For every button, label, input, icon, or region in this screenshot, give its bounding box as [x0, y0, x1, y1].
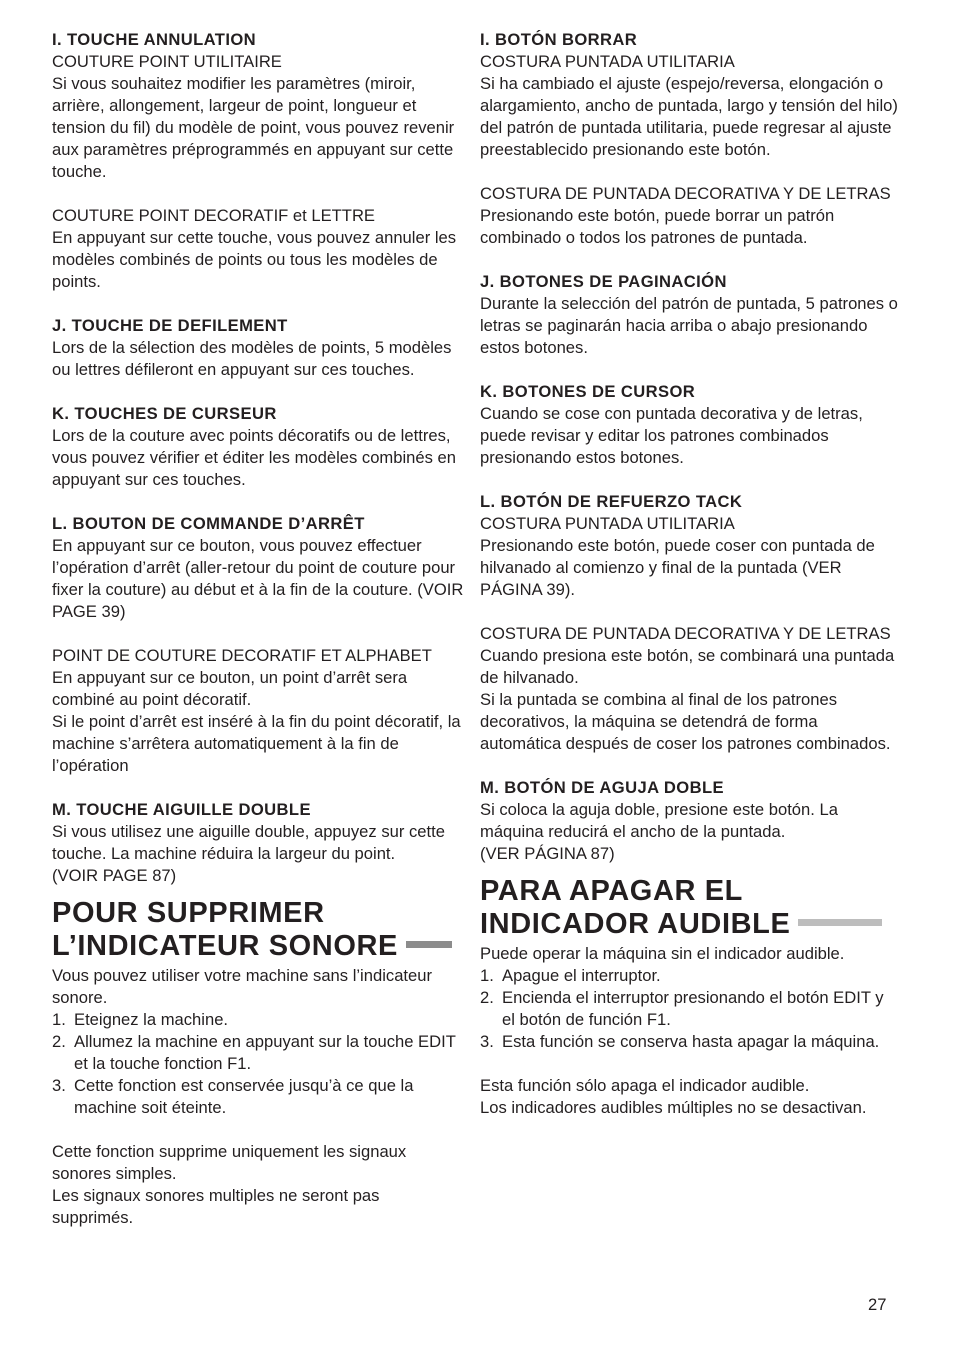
section-k-es	[480, 381, 900, 469]
page-reference: (VOIR PAGE 87)	[52, 866, 177, 885]
subheading: COUTURE POINT UTILITAIRE	[52, 52, 282, 71]
heading-aguja-doble: M. BOTÓN DE AGUJA DOBLE	[480, 778, 724, 797]
note-paragraph: Cette fonction supprime uniquement les signaux sonores simples.	[52, 1142, 407, 1183]
paragraph: Lors de la couture avec points décoratifs ou de lettres, vous pouvez vérifier et éditer les modèles combinés en appuyant sur ces touches.	[52, 426, 456, 489]
step-number: 2.	[52, 1032, 66, 1051]
intro-paragraph: Vous pouvez utiliser votre machine sans l’indicateur sonore.	[52, 966, 433, 1007]
section-i-fr-decoratif	[52, 205, 464, 293]
spanish-column	[480, 29, 900, 1119]
step-text: Eteignez la machine.	[74, 1010, 229, 1029]
section-l-fr-decoratif	[52, 645, 464, 777]
section-m-fr	[52, 799, 464, 887]
title-line-1: POUR SUPPRIMER	[52, 897, 325, 929]
steps-list-fr	[52, 1009, 464, 1119]
subheading: COSTURA PUNTADA UTILITARIA	[480, 514, 735, 533]
title-line-1: PARA APAGAR EL	[480, 875, 743, 907]
heading-botones-cursor: K. BOTONES DE CURSOR	[480, 382, 696, 401]
title-line-2	[52, 930, 464, 963]
note-paragraph: Les signaux sonores multiples ne seront pas supprimés.	[52, 1186, 380, 1227]
heading-bouton-arret: L. BOUTON DE COMMANDE D’ARRÊT	[52, 514, 365, 533]
subheading: POINT DE COUTURE DECORATIF ET ALPHABET	[52, 646, 432, 665]
heading-touche-annulation: I. TOUCHE ANNULATION	[52, 30, 257, 49]
section-l-es-decorativa	[480, 623, 900, 755]
section-l-es	[480, 491, 900, 601]
step-number: 3.	[52, 1076, 66, 1095]
heading-aiguille-double: M. TOUCHE AIGUILLE DOUBLE	[52, 800, 311, 819]
paragraph: Si ha cambiado el ajuste (espejo/reversa, elongación o alargamiento, ancho de puntada, largo y tensión del hilo) del patrón de puntada utilitaria, puede regresar al ajuste preestablecido presionando este botón.	[480, 74, 898, 159]
paragraph: En appuyant sur ce bouton, un point d’arrêt sera combiné au point décoratif.	[52, 668, 408, 709]
title-line-2-text: INDICADOR AUDIBLE	[480, 908, 791, 940]
step-text: Apague el interruptor.	[502, 966, 661, 985]
paragraph: Si la puntada se combina al final de los patrones decorativos, la máquina se detendrá de forma automática después de coser los patrones combinados.	[480, 690, 891, 753]
step-number: 1.	[52, 1010, 66, 1029]
step-text: Esta función se conserva hasta apagar la máquina.	[502, 1032, 880, 1051]
steps-list-es	[480, 965, 900, 1053]
heading-botones-paginacion: J. BOTONES DE PAGINACIÓN	[480, 272, 727, 291]
paragraph: Durante la selección del patrón de puntada, 5 patrones o letras se paginarán hacia arriba o abajo presionando estos botones.	[480, 294, 898, 357]
paragraph: Lors de la sélection des modèles de points, 5 modèles ou lettres défileront en appuyant sur ces touches.	[52, 338, 452, 379]
list-item	[52, 1009, 464, 1031]
french-column	[52, 29, 464, 1229]
note-paragraph: Esta función sólo apaga el indicador audible.	[480, 1076, 810, 1095]
paragraph: Si vous utilisez une aiguille double, appuyez sur cette touche. La machine réduira la largeur du point.	[52, 822, 445, 863]
paragraph: Presionando este botón, puede coser con puntada de hilvanado al comienzo y final de la puntada (VER PÁGINA 39).	[480, 536, 875, 599]
section-title-fr	[52, 897, 464, 963]
title-rule	[798, 919, 882, 926]
intro-paragraph: Puede operar la máquina sin el indicador audible.	[480, 944, 845, 963]
title-line-2-text: L’INDICATEUR SONORE	[52, 930, 398, 962]
page-number: 27	[868, 1295, 887, 1314]
section-l-fr	[52, 513, 464, 623]
list-item	[480, 965, 900, 987]
section-j-fr	[52, 315, 464, 381]
subheading: COSTURA DE PUNTADA DECORATIVA Y DE LETRAS	[480, 624, 891, 643]
list-item	[480, 987, 900, 1031]
section-i-es-decorativa	[480, 183, 900, 249]
paragraph: Si vous souhaitez modifier les paramètres (miroir, arrière, allongement, largeur de point, longueur et tension du fil) du modèle de point, vous pouvez revenir aux paramètres préprogrammés en appuyant sur cette touche.	[52, 74, 455, 181]
list-item	[52, 1075, 464, 1119]
subheading: COSTURA DE PUNTADA DECORATIVA Y DE LETRAS	[480, 184, 891, 203]
title-rule	[406, 941, 452, 948]
paragraph: Si coloca la aguja doble, presione este botón. La máquina reducirá el ancho de la puntada.	[480, 800, 838, 841]
heading-boton-refuerzo: L. BOTÓN DE REFUERZO TACK	[480, 492, 743, 511]
step-text: Cette fonction est conservée jusqu’à ce que la machine soit éteinte.	[74, 1076, 414, 1117]
section-title-es	[480, 875, 900, 941]
paragraph: En appuyant sur ce bouton, vous pouvez effectuer l’opération d’arrêt (aller-retour du point de couture pour fixer la couture) au début et à la fin de la couture. (VOIR PAGE 39)	[52, 536, 464, 621]
step-number: 2.	[480, 988, 494, 1007]
paragraph: En appuyant sur cette touche, vous pouvez annuler les modèles combinés de points ou tous les modèles de points.	[52, 228, 457, 291]
heading-boton-borrar: I. BOTÓN BORRAR	[480, 30, 638, 49]
section-i-fr	[52, 29, 464, 183]
paragraph: Cuando presiona este botón, se combinará una puntada de hilvanado.	[480, 646, 895, 687]
list-item	[480, 1031, 900, 1053]
step-number: 1.	[480, 966, 494, 985]
section-k-fr	[52, 403, 464, 491]
section-j-es	[480, 271, 900, 359]
heading-touches-curseur: K. TOUCHES DE CURSEUR	[52, 404, 277, 423]
section-m-es	[480, 777, 900, 865]
note-paragraph: Los indicadores audibles múltiples no se desactivan.	[480, 1098, 867, 1117]
subheading: COSTURA PUNTADA UTILITARIA	[480, 52, 735, 71]
section-i-es	[480, 29, 900, 161]
step-number: 3.	[480, 1032, 494, 1051]
page-reference: (VER PÁGINA 87)	[480, 844, 615, 863]
paragraph: Si le point d’arrêt est inséré à la fin du point décoratif, la machine s’arrêtera automatiquement à la fin de l’opération	[52, 712, 461, 775]
heading-touche-defilement: J. TOUCHE DE DEFILEMENT	[52, 316, 288, 335]
step-text: Allumez la machine en appuyant sur la touche EDIT et la touche fonction F1.	[74, 1032, 456, 1073]
subheading: COUTURE POINT DECORATIF et LETTRE	[52, 206, 375, 225]
list-item	[52, 1031, 464, 1075]
paragraph: Cuando se cose con puntada decorativa y de letras, puede revisar y editar los patrones combinados presionando estos botones.	[480, 404, 863, 467]
paragraph: Presionando este botón, puede borrar un patrón combinado o todos los patrones de puntada.	[480, 206, 835, 247]
step-text: Encienda el interruptor presionando el botón EDIT y el botón de función F1.	[502, 988, 884, 1029]
title-line-2	[480, 908, 900, 941]
